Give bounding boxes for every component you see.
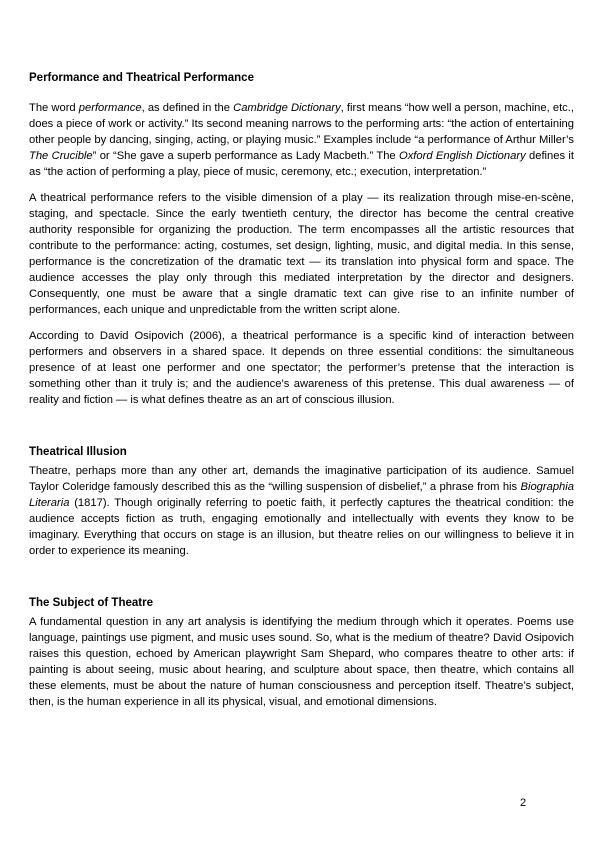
- text-run: defines it as “the action of performing a play, piece of music, ceremony, etc.; execution, interpretation.”: [29, 150, 575, 178]
- text-run: Theatre, perhaps more than any other art, demands the imaginative participation of its audience. Samuel Taylor Coleridge famously described this as the “willing suspension of disbelief,” a phrase from his: [29, 465, 574, 493]
- text-run: ” or “She gave a superb performance as Lady Macbeth.” The: [92, 150, 399, 162]
- document-body: [29, 70, 574, 710]
- section-heading-theatrical-illusion: Theatrical Illusion: [29, 446, 127, 458]
- text-run: , first means “how well a person, machine, etc., does a piece of work or activity.” Its second meaning narrows to the performing arts: “the action of entertaining other people by dancing, singing, acting, or playing music.” Examples include “a performance of Arthur Miller’s: [29, 102, 574, 146]
- section-heading-subject-of-theatre: The Subject of Theatre: [29, 597, 153, 609]
- paragraph-osipovich-interaction: [29, 328, 574, 408]
- paragraph-theatrical-illusion: [29, 463, 574, 559]
- italic-text-run: performance: [78, 102, 142, 114]
- text-run: , as defined in the: [141, 102, 234, 114]
- paragraph-theatrical-performance: [29, 190, 574, 318]
- text-run: The word: [29, 102, 79, 114]
- text-run: A theatrical performance refers to the visible dimension of a play — its realization through mise-en-scène, staging, and spectacle. Since the early twentieth century, the director has become the central creative authority responsible for organizing the production. The term encompasses all the artistic resources that contribute to the performance: acting, costumes, set design, lighting, music, and digital media. In this sense, performance is the concretization of the dramatic text — its translation into physical form and space. The audience accesses the play only through this mediated interpretation by the director and designers. Consequently, one must be aware that a single dramatic text can give rise to an infinite number of performances, each unique and unpredictable from the written script alone.: [29, 192, 574, 316]
- paragraph-performance-definition: [29, 100, 574, 180]
- italic-text-run: Cambridge Dictionary: [233, 102, 341, 114]
- text-run: (1817). Though originally referring to poetic faith, it perfectly captures the theatrical condition: the audience accepts fiction as truth, engaging emotionally and intellectually with events they know to be imaginary. Everything that occurs on stage is an illusion, but theatre relies on our willingness to believe it in order to experience its meaning.: [29, 497, 574, 557]
- italic-text-run: The Crucible: [29, 150, 93, 162]
- italic-text-run: Biographia Literaria: [29, 481, 574, 509]
- italic-text-run: Oxford English Dictionary: [399, 150, 526, 162]
- text-run: According to David Osipovich (2006), a theatrical performance is a specific kind of interaction between performers and observers in a shared space. It depends on three essential conditions: the simultaneous presence of at least one performer and one spectator; the performer’s pretense that the interaction is something other than it truly is; and the audience’s awareness of this pretense. This dual awareness — of reality and fiction — is what defines theatre as an art of conscious illusion.: [29, 330, 574, 406]
- text-run: A fundamental question in any art analysis is identifying the medium through which it operates. Poems use language, paintings use pigment, and music uses sound. So, what is the medium of theatre? David Osipovich raises this question, echoed by American playwright Sam Shepard, who compares theatre to other arts: if painting is about seeing, music about hearing, and sculpture about space, then theatre, which contains all these elements, must be about the nature of human consciousness and perception itself. Theatre’s subject, then, is the human experience in all its physical, visual, and emotional dimensions.: [29, 616, 574, 708]
- page-number: 2: [520, 797, 527, 809]
- section-heading-performance: Performance and Theatrical Performance: [29, 72, 254, 84]
- paragraph-subject-of-theatre: [29, 614, 574, 710]
